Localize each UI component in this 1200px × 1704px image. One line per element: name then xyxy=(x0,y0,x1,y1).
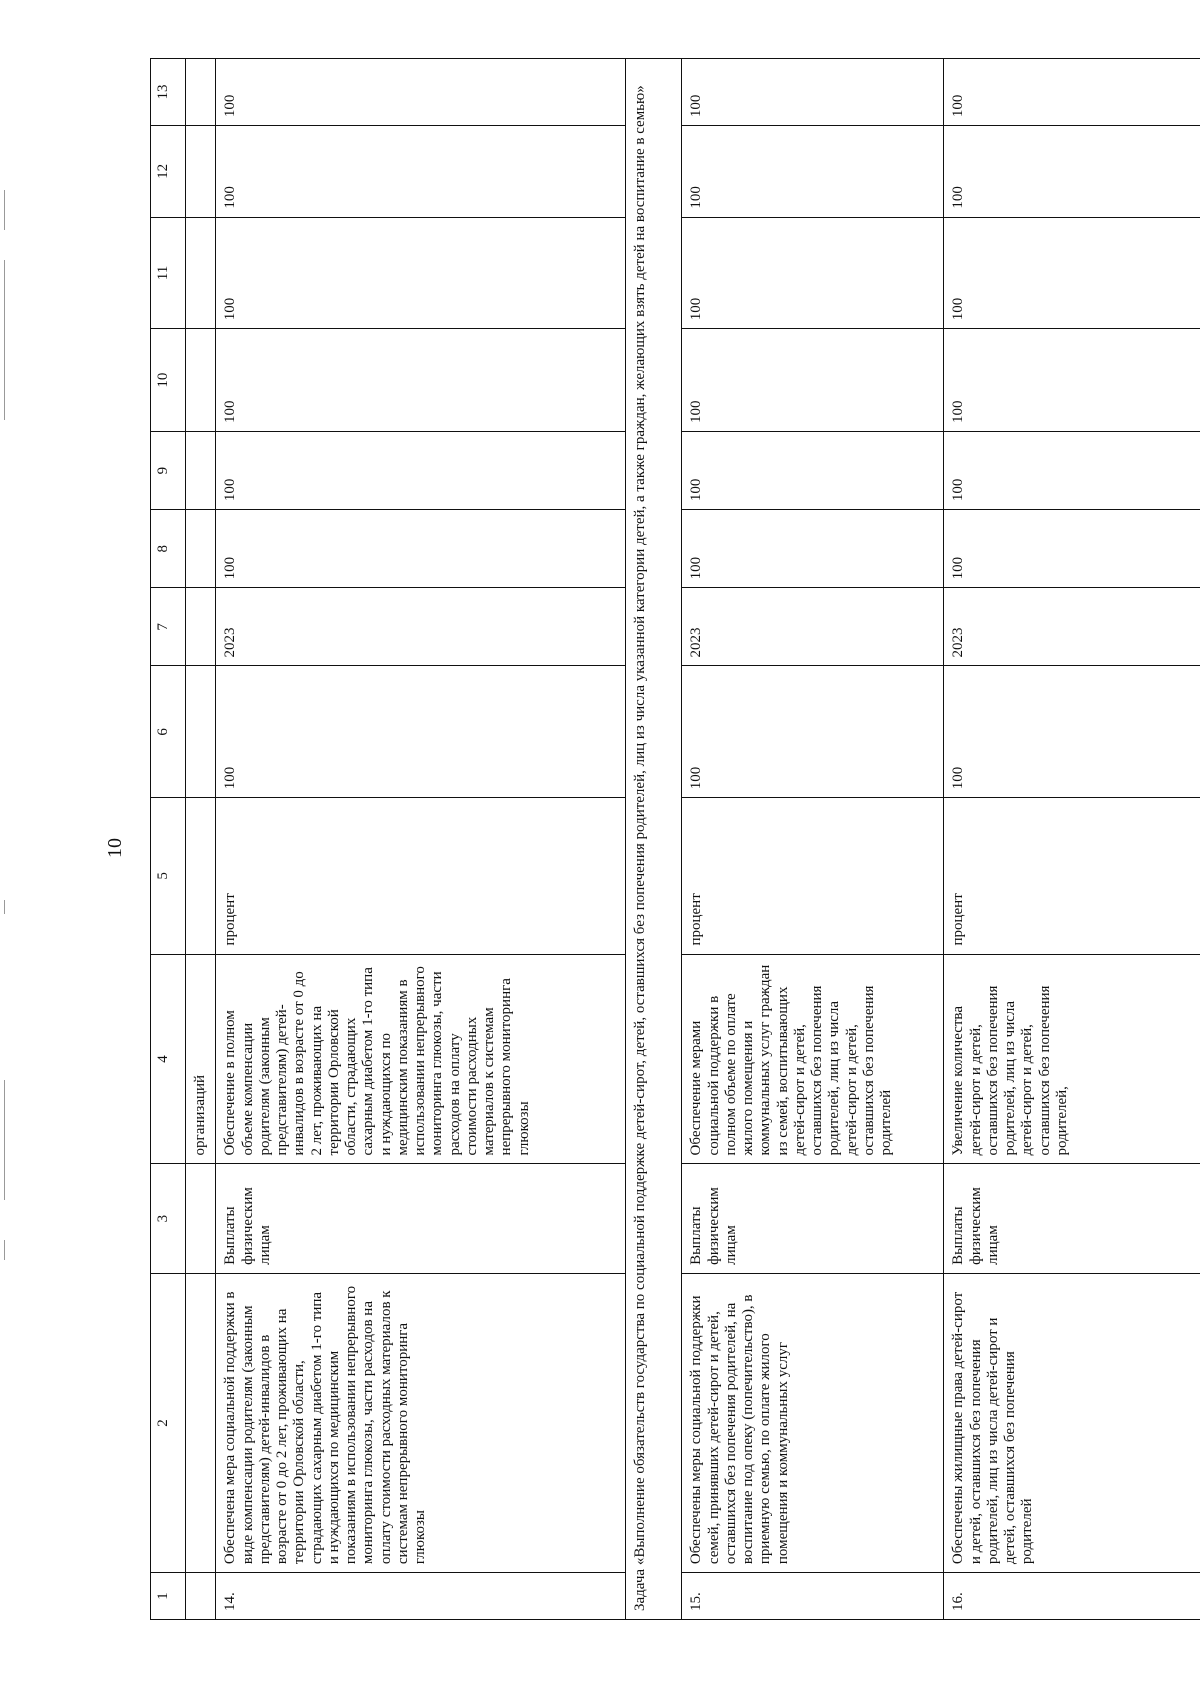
header-cell: 1 xyxy=(151,1573,186,1620)
value-cell: 100 xyxy=(944,432,1200,510)
binding-mark xyxy=(4,260,5,420)
value-cell: 100 xyxy=(216,510,626,588)
page-number: 10 xyxy=(104,838,126,858)
header-cell: 11 xyxy=(151,217,186,329)
continuation-text: организаций xyxy=(186,954,216,1164)
header-cell: 9 xyxy=(151,432,186,510)
value-cell: 100 xyxy=(682,432,944,510)
header-cell: 8 xyxy=(151,510,186,588)
table-row xyxy=(944,59,1200,1620)
result-type: Выплаты физическим лицам xyxy=(944,1164,1200,1273)
task-text: Задача «Выполнение обязательств государства по социальной поддержке детей-сирот, детей, оставшихся без попечения родителей, лиц из числа указанной категории детей, а также граждан, желающих взять детей на воспитание в семью» xyxy=(626,59,682,1620)
header-cell: 13 xyxy=(151,59,186,126)
value-cell: 100 xyxy=(682,329,944,432)
value-cell: 100 xyxy=(216,217,626,329)
result-title: Обеспечена мера социальной поддержки в виде компенсации родителям (законным представителям) детей-инвалидов в возрасте от 0 до 2 лет, проживающих на территории Орловской области, страдающих сахарным диабетом 1-го типа и нуждающихся по медицинским показаниям в использовании непрерывного мониторинга глюкозы, части расходов на оплату стоимости расходных материалов к системам непрерывного мониторинга глюкозы xyxy=(216,1273,626,1572)
result-title: Обеспечены жилищные права детей-сирот и детей, оставшихся без попечения родителей, лиц из числа детей-сирот и детей, оставшихся без попечения родителей xyxy=(944,1273,1200,1572)
measures-table xyxy=(150,58,1200,1620)
value-cell: 100 xyxy=(216,126,626,218)
binding-mark xyxy=(4,1240,5,1260)
header-cell: 4 xyxy=(151,954,186,1164)
base-year: 2023 xyxy=(944,588,1200,666)
row-number: 15. xyxy=(682,1573,944,1620)
result-description: Обеспечение мерами социальной поддержки в полном объеме по оплате жилого помещения и коммунальных услуг граждан из семей, воспитывающих детей-сирот и детей, оставшихся без попечения родителей, лиц из числа детей-сирот и детей, оставшихся без попечения родителей xyxy=(682,954,944,1164)
value-cell: 100 xyxy=(682,510,944,588)
unit: процент xyxy=(944,798,1200,954)
base-year: 2023 xyxy=(682,588,944,666)
header-cell: 3 xyxy=(151,1164,186,1273)
header-cell: 2 xyxy=(151,1273,186,1572)
value-cell: 100 xyxy=(682,217,944,329)
value-cell: 100 xyxy=(944,329,1200,432)
value-cell: 100 xyxy=(216,329,626,432)
value-cell: 100 xyxy=(216,59,626,126)
binding-mark xyxy=(4,1080,5,1200)
result-title: Обеспечены меры социальной поддержки семей, принявших детей-сирот и детей, оставшихся без попечения родителей, на воспитание под опеку (попечительство), в приемную семью, по оплате жилого помещения и коммунальных услуг xyxy=(682,1273,944,1572)
value-cell: 100 xyxy=(682,59,944,126)
value-cell: 100 xyxy=(944,217,1200,329)
result-description: Увеличение количества детей-сирот и детей, оставшихся без попечения родителей, лиц из числа детей-сирот и детей, оставшихся без попечения родителей, xyxy=(944,954,1200,1164)
header-cell: 10 xyxy=(151,329,186,432)
header-cell: 12 xyxy=(151,126,186,218)
result-type: Выплаты физическим лицам xyxy=(216,1164,626,1273)
table-wrapper xyxy=(150,58,1200,1620)
base-value: 100 xyxy=(216,666,626,798)
task-row xyxy=(626,59,682,1620)
value-cell: 100 xyxy=(216,432,626,510)
value-cell: 100 xyxy=(944,126,1200,218)
base-year: 2023 xyxy=(216,588,626,666)
unit: процент xyxy=(682,798,944,954)
binding-mark xyxy=(4,900,5,914)
value-cell: 100 xyxy=(944,510,1200,588)
header-cell: 7 xyxy=(151,588,186,666)
base-value: 100 xyxy=(944,666,1200,798)
rotated-table-container xyxy=(150,58,1200,1620)
row-number: 16. xyxy=(944,1573,1200,1620)
table-row xyxy=(216,59,626,1620)
base-value: 100 xyxy=(682,666,944,798)
row-number: 14. xyxy=(216,1573,626,1620)
continuation-row xyxy=(186,59,216,1620)
value-cell: 100 xyxy=(682,126,944,218)
table-row xyxy=(682,59,944,1620)
unit: процент xyxy=(216,798,626,954)
value-cell: 100 xyxy=(944,59,1200,126)
header-row xyxy=(151,59,186,1620)
header-cell: 6 xyxy=(151,666,186,798)
binding-mark xyxy=(4,190,5,230)
header-cell: 5 xyxy=(151,798,186,954)
result-description: Обеспечение в полном объеме компенсации родителям (законным представителям) детей-инвалидов в возрасте от 0 до 2 лет, проживающих на территории Орловской области, страдающих сахарным диабетом 1-го типа и нуждающихся по медицинским показаниям в использовании непрерывного мониторинга глюкозы, части расходов на оплату стоимости расходных материалов к системам непрерывного мониторинга глюкозы xyxy=(216,954,626,1164)
result-type: Выплаты физическим лицам xyxy=(682,1164,944,1273)
